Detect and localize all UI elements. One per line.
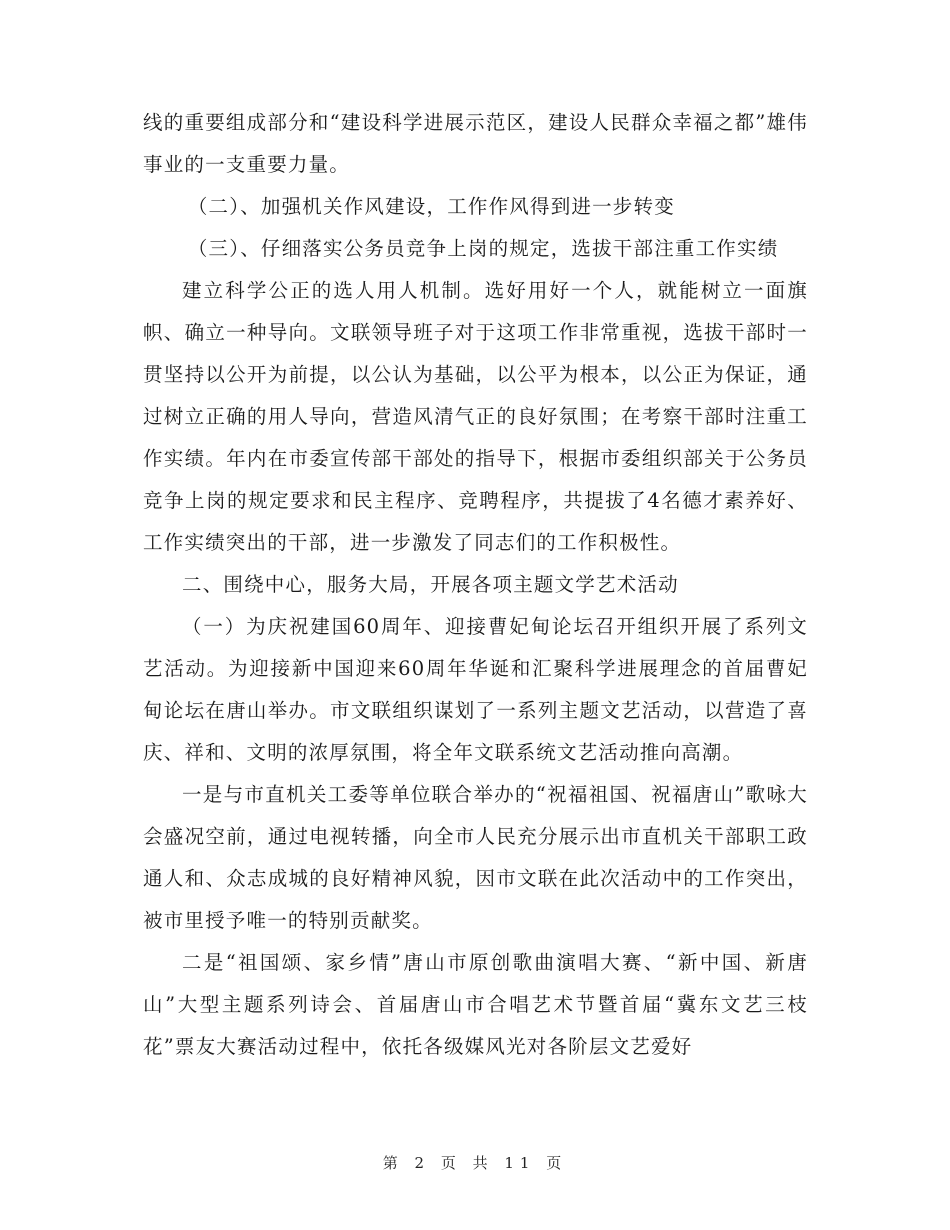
paragraph-continuation: 线的重要组成部分和“建设科学进展示范区，建设人民群众幸福之都”雄伟事业的一支重要力量。 <box>143 111 808 176</box>
subheading-two: （二）、加强机关作风建设，工作作风得到进一步转变 <box>187 195 675 218</box>
subheading-three: （三）、仔细落实公务员竞争上岗的规定，选拔干部注重工作实绩 <box>187 237 779 260</box>
paragraph-second-item: 二是“祖国颂、家乡情”唐山市原创歌曲演唱大赛、“新中国、新唐山”大型主题系列诗会、首届唐山市合唱艺术节暨首届“冀东文艺三枝花”票友大赛活动过程中，依托各级媒风光对各阶层文艺爱好 <box>143 951 808 1058</box>
paragraph-anniversary-activities: （一）为庆祝建国60周年、迎接曹妃甸论坛召开组织开展了系列文艺活动。为迎接新中国迎来60周年华诞和汇聚科学进展理念的首届曹妃甸论坛在唐山举办。市文联组织谋划了一系列主题文艺活动，以营造了喜庆、祥和、文明的浓厚氛围，将全年文联系统文艺活动推向高潮。 <box>143 615 808 764</box>
page-number-footer: 第 2 页 共 11 页 <box>382 1154 568 1172</box>
paragraph-first-item: 一是与市直机关工委等单位联合举办的“祝福祖国、祝福唐山”歌咏大会盛况空前，通过电视转播，向全市人民充分展示出市直机关干部职工政通人和、众志成城的良好精神风貌，因市文联在此次活动中的工作突出，被市里授予唯一的特别贡献奖。 <box>143 783 808 932</box>
section-heading-two: 二、围绕中心，服务大局，开展各项主题文学艺术活动 <box>182 573 679 596</box>
document-body <box>143 102 808 1068</box>
paragraph-selection-mechanism: 建立科学公正的选人用人机制。选好用好一个人，就能树立一面旗帜、确立一种导向。文联领导班子对于这项工作非常重视，选拔干部时一贯坚持以公开为前提，以公认为基础，以公平为根本，以公正为保证，通过树立正确的用人导向，营造风清气正的良好氛围；在考察干部时注重工作实绩。年内在市委宣传部干部处的指导下，根据市委组织部关于公务员竞争上岗的规定要求和民主程序、竞聘程序，共提拔了4名德才素养好、工作实绩突出的干部，进一步激发了同志们的工作积极性。 <box>143 279 808 554</box>
